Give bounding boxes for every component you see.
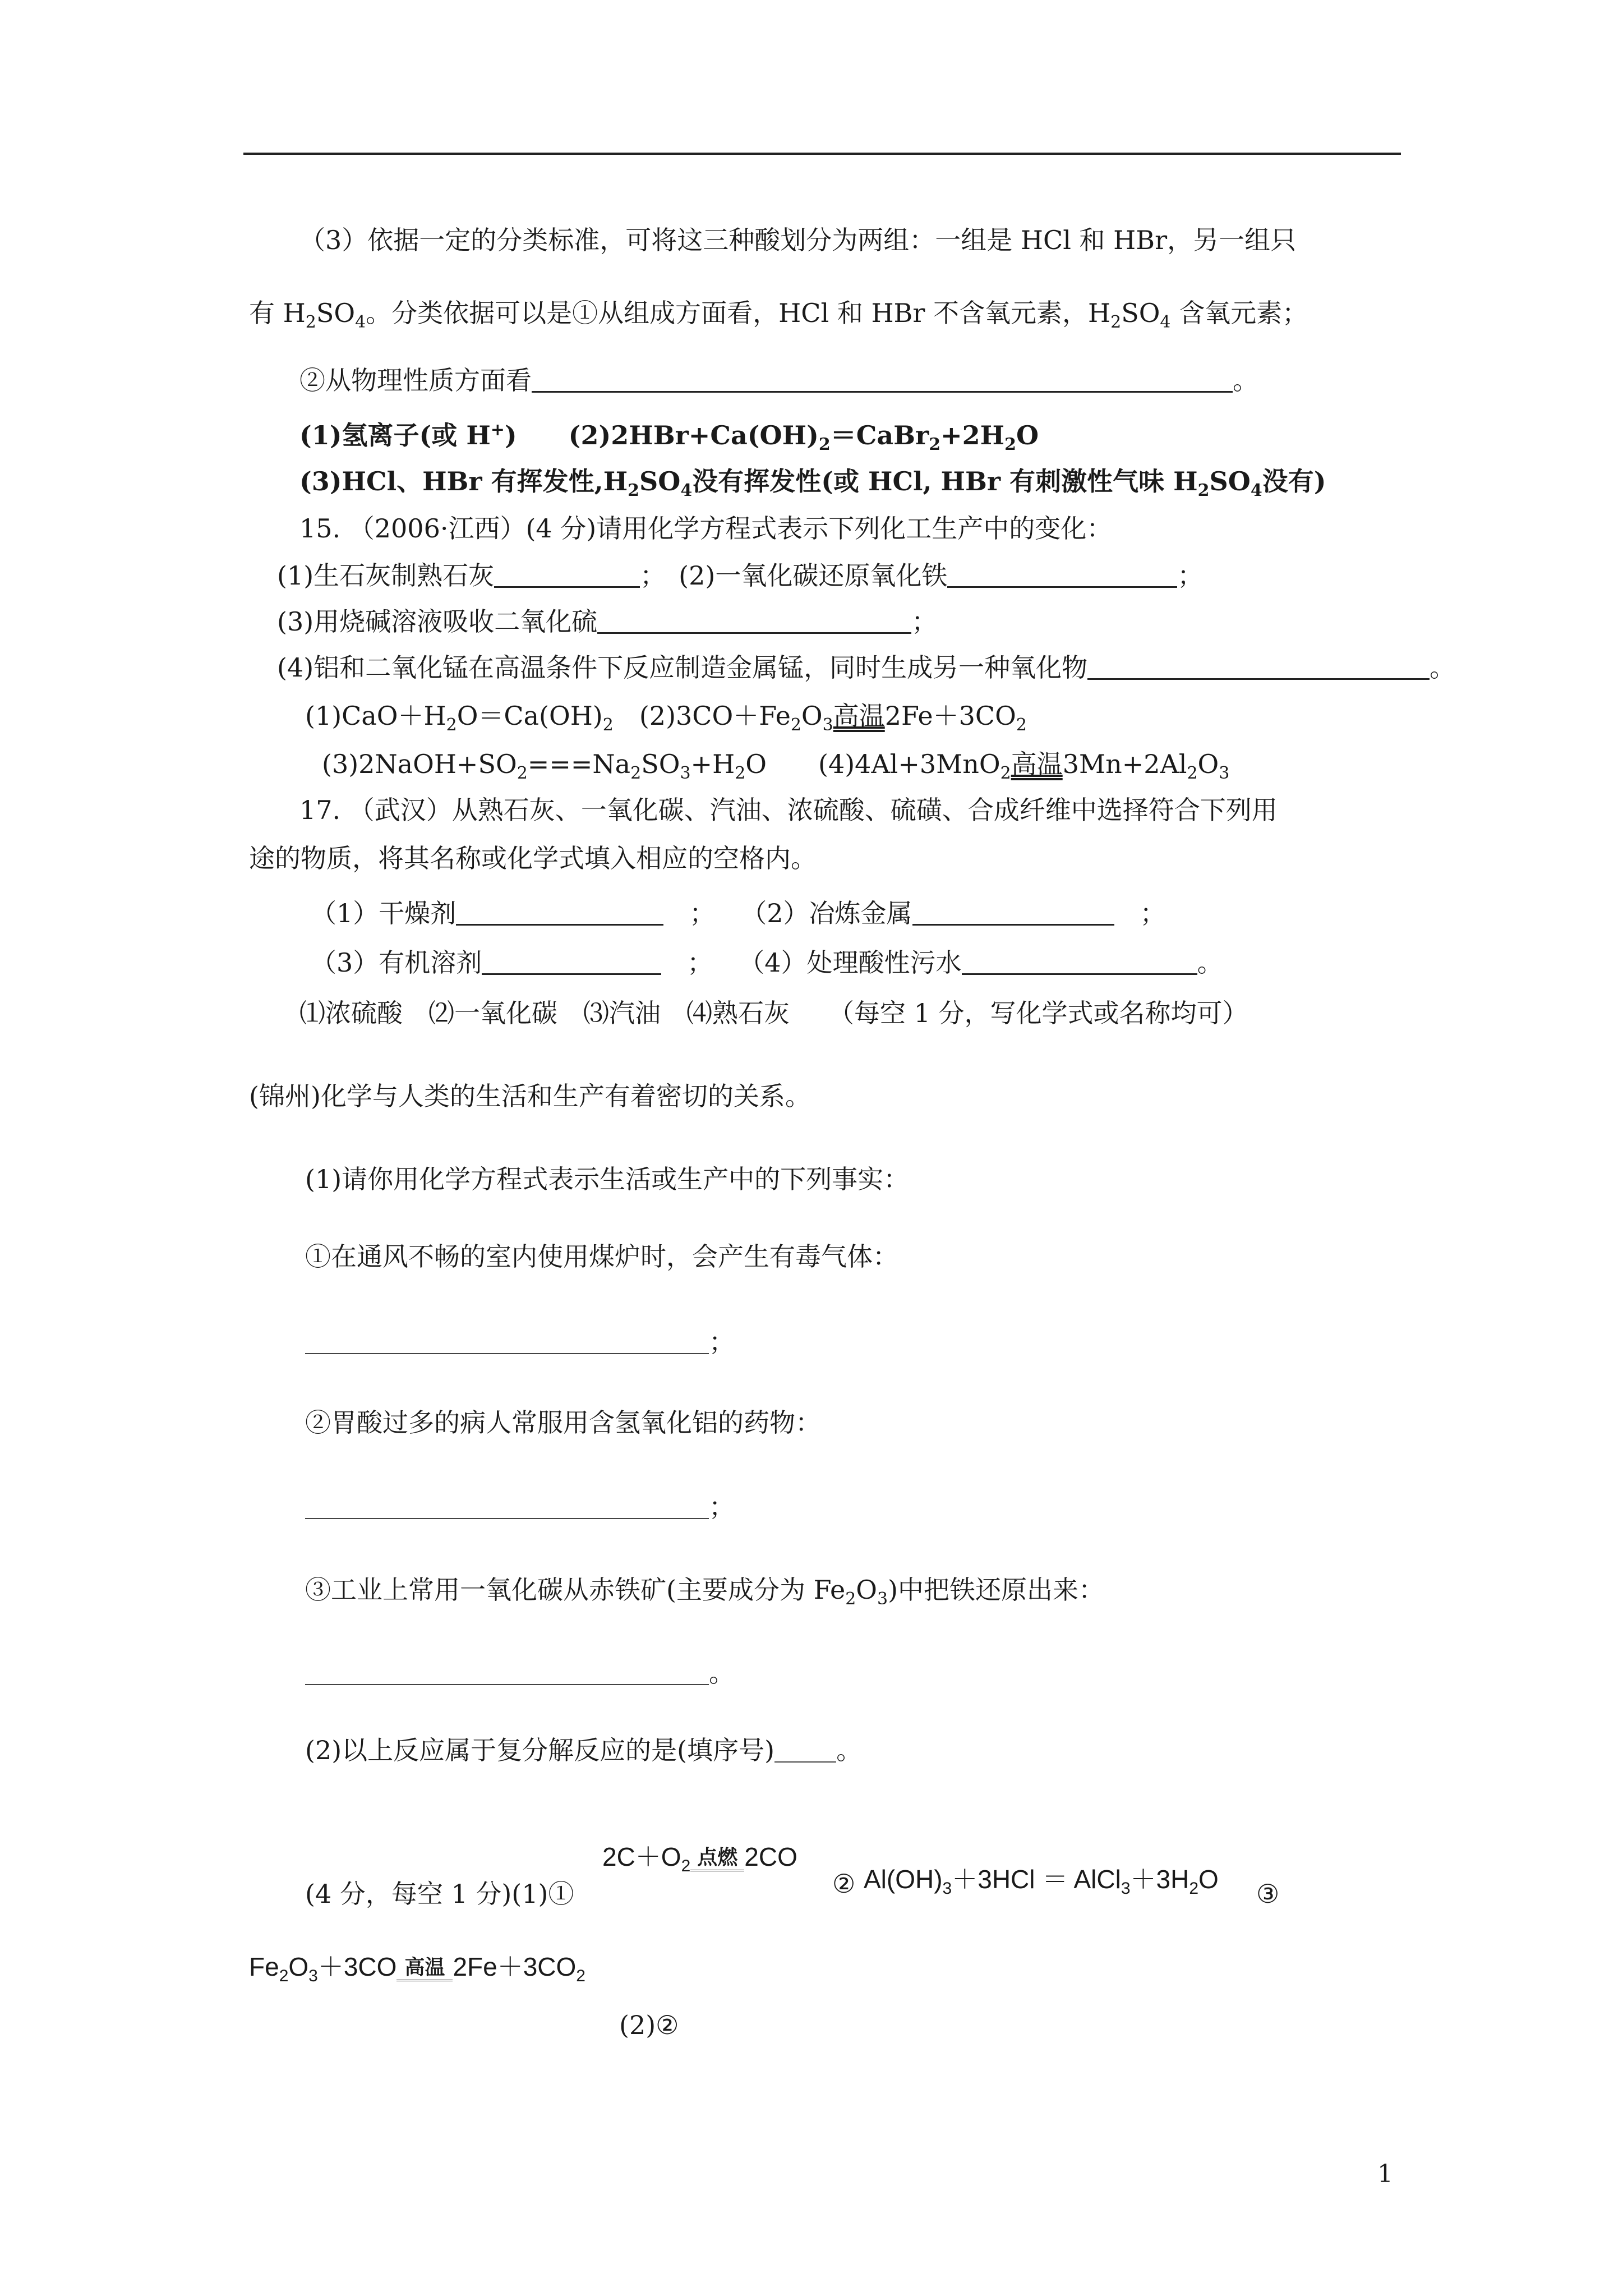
answer-blank[interactable] [962,947,1197,975]
answer-blank[interactable] [1087,652,1430,680]
jz-marker-3: ③ [1256,1879,1280,1909]
jz-intro: (锦州)化学与人类的生活和生产有着密切的关系。 [249,1081,811,1111]
q14-answer-2: (3)HCl、HBr 有挥发性$,H_2SO_4$没有挥发性(或 HCl, HBr 有刺激性气味 $H_2SO_4$没有) [299,466,1326,501]
answer-blank[interactable] [774,1737,836,1763]
q17-items-1-2: （1）干燥剂 ； （2）冶炼金属 ； [311,898,1166,928]
answer-blank[interactable] [597,606,911,634]
jz-equation-1: $2C+O_2$ 点燃 2CO [602,1842,797,1876]
q17-answer: ⑴浓硫酸 ⑵一氧化碳 ⑶汽油 ⑷熟石灰 （每空 1 分，写化学式或名称均可） [299,998,1248,1028]
reaction-condition: 高温 [396,1956,453,1984]
q17-stem-2: 途的物质，将其名称或化学式填入相应的空格内。 [249,843,817,873]
q14-answer-1: (1)氢离子(或 H+) $(2)2HBr+Ca(OH)_2=CaBr_2+2H_2O$ [299,420,1039,455]
q15-answer-1-2: $(1)CaO+H_2O=Ca(OH)_2$ $(2)3CO+Fe_2O_3$高温$2Fe+3CO_2$ [305,701,1027,735]
page-number: 1 [1377,2160,1393,2188]
jz-fact-1: ①在通风不畅的室内使用煤炉时，会产生有毒气体： [305,1241,898,1272]
q14-line-3: ②从物理性质方面看 。 [299,365,1258,395]
answer-blank[interactable] [456,898,663,926]
answer-blank[interactable] [305,1328,709,1354]
answer-blank[interactable] [305,1493,709,1519]
answer-blank[interactable] [947,560,1177,588]
jz-marker-2: ② [832,1869,856,1899]
answer-blank[interactable] [482,947,661,975]
jz-part-1: (1)请你用化学方程式表示生活或生产中的下列事实： [305,1164,910,1194]
jz-fact-3: ③工业上常用一氧化碳从赤铁矿(主要成分为 $Fe_2O_3$)中把铁还原出来： [305,1575,1105,1609]
answer-blank[interactable] [494,560,640,588]
answer-blank[interactable] [912,898,1114,926]
jz-part-2: (2)以上反应属于复分解反应的是(填序号) 。 [305,1735,863,1765]
q15-stem: 15. （2006·江西）(4 分)请用化学方程式表示下列化工生产中的变化： [299,513,1113,544]
jz-fact-2: ②胃酸过多的病人常服用含氢氧化铝的药物： [305,1407,821,1438]
jz-equation-3: $Fe_2O_3+3CO$ 高温 $2Fe+3CO_2$ [249,1952,585,1986]
q15-item-4: (4)铝和二氧化锰在高温条件下反应制造金属锰，同时生成另一种氧化物 。 [277,652,1456,683]
jz-blank-2: ； [305,1490,735,1524]
answer-blank[interactable] [532,365,1233,393]
jz-answer-prefix: (4 分，每空 1 分)(1)① [305,1879,574,1909]
q15-items-1-2: (1)生石灰制熟石灰 ； (2)一氧化碳还原氧化铁 ； [277,560,1204,591]
q14-line-2: 有 $H_2SO_4$。分类依据可以是①从组成方面看，HCl 和 HBr 不含氧元素，$H_2SO_4$ 含氧元素； [249,298,1308,333]
jz-blank-3: 。 [305,1656,735,1690]
jz-equation-2: $Al(OH)_3+3HCl$ ＝ $AlCl_3+3H_2O$ [864,1865,1219,1898]
q15-item-3: (3)用烧碱溶液吸收二氧化硫 ； [277,606,938,637]
jz-answer-2: (2)② [619,2010,679,2040]
q14-line-1: （3）依据一定的分类标准，可将这三种酸划分为两组：一组是 HCl 和 HBr，另一组只 [299,225,1297,255]
q15-answer-3-4: $(3)2NaOH+SO_2===Na_2SO_3+H_2O$ (4)4Al+3MnO$_2$高温$3Mn+2Al_2O_3$ [322,749,1230,784]
header-rule [243,153,1401,155]
answer-blank[interactable] [305,1659,709,1685]
q17-items-3-4: （3）有机溶剂 ； （4）处理酸性污水 。 [311,947,1223,978]
jz-blank-1: ； [305,1325,735,1359]
reaction-condition: 点燃 [690,1846,744,1874]
q17-stem-1: 17. （武汉）从熟石灰、一氧化碳、汽油、浓硫酸、硫磺、合成纤维中选择符合下列用 [299,795,1278,825]
